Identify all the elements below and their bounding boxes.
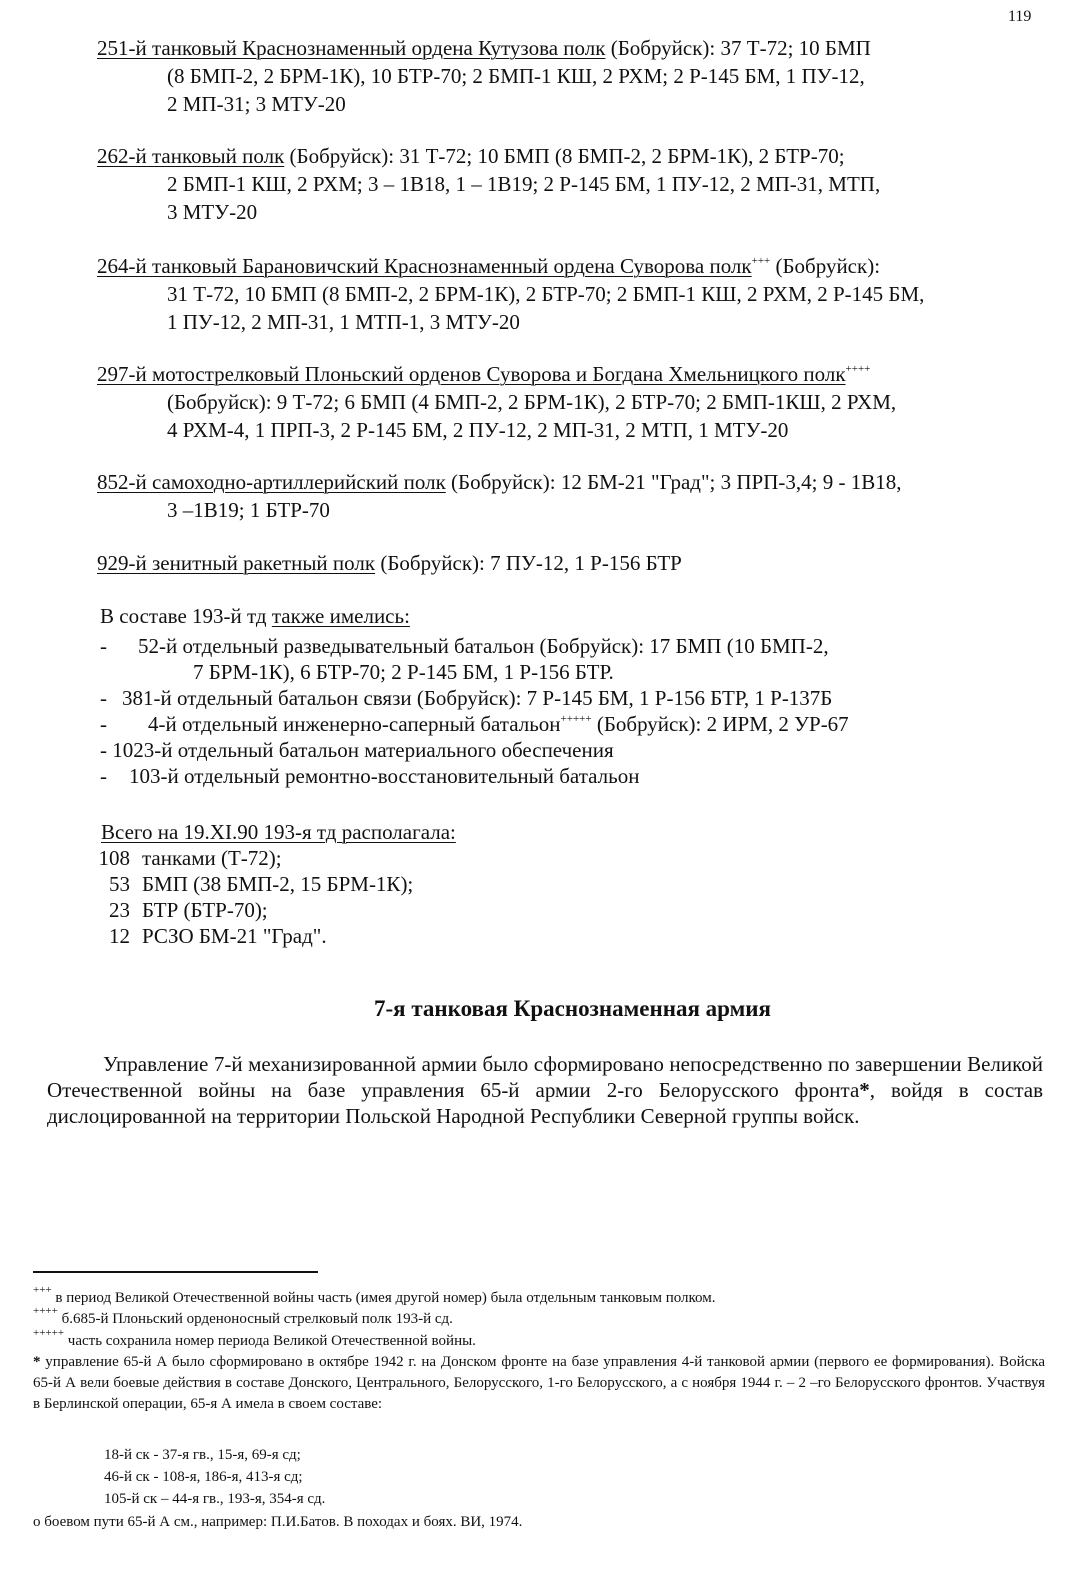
totals-row [92,896,268,924]
totals-count: 108 [98,846,130,870]
regiment-name: 929-й зенитный ракетный полк [97,551,376,575]
footnote-mark: +++ [33,1284,52,1296]
footnote-mark: ++++ [33,1305,58,1317]
footnote [33,1284,716,1309]
regiment-name: 852-й самоходно-артиллерийский полк [97,470,446,494]
list-item-continued: 7 БРМ-1К), 6 БТР-70; 2 Р-145 БМ, 1 Р-156 БТР. [193,660,614,684]
page-number: 119 [1008,8,1032,25]
regiment-entry [97,252,880,280]
regiment-details-line: 1 ПУ-12, 2 МП-31, 1 МТП-1, 3 МТУ-20 [167,310,520,334]
footnote-text: управление 65-й А было сформировано в октябре 1942 г. на Донском фронте на базе управления 4-й танковой армии (первого ее формирования). Войска 65-й А вели боевые действия в составе Донского, Центрального, Белорусского, 1-го Белорусского, а с ноября 1944 г. – 2 –го Белорусского фронтов. Участвуя в Берлинской операции, 65-я А имела в своем составе: [33,1354,1045,1412]
regiment-name: 264-й танковый Барановичский Краснознаменный ордена Суворова полк [97,254,752,278]
regiment-name: 297-й мотострелковый Плоньский орденов Суворова и Богдана Хмельницкого полк [97,362,846,386]
list-item: - 1023-й отдельный батальон материального обеспечения [100,738,614,762]
regiment-name: 262-й танковый полк [97,144,285,168]
regiment-entry [97,34,871,62]
footnote-text: часть сохранила номер периода Великой Отечественной войны. [64,1333,476,1349]
totals-row [92,922,327,950]
regiment-details-line: 3 –1В19; 1 БТР-70 [167,498,330,522]
footnote-text: в период Великой Отечественной войны часть (имея другой номер) была отдельным танковым полком. [51,1290,716,1306]
corps-line: 46-й ск - 108-я, 186-я, 413-я сд; [104,1469,303,1485]
regiment-details: (Бобруйск): 12 БМ-21 "Град"; 3 ПРП-3,4; 9 - 1В18, [445,470,902,494]
regiment-details-line: 3 МТУ-20 [167,200,258,224]
list-item: 52-й отдельный разведывательный батальон (Бобруйск): 17 БМП (10 БМП-2, [138,634,829,658]
regiment-details-line: (8 БМП-2, 2 БРМ-1К), 10 БТР-70; 2 БМП-1 КШ, 2 РХМ; 2 Р-145 БМ, 1 ПУ-12, [167,64,865,88]
regiment-details: (Бобруйск): 37 Т-72; 10 БМП [605,36,871,60]
regiment-details-line: 2 БМП-1 КШ, 2 РХМ; 3 – 1В18, 1 – 1В19; 2 Р-145 БМ, 1 ПУ-12, 2 МП-31, МТП, [167,172,881,196]
regiment-details: (Бобруйск): [770,254,881,278]
list-dash: - [100,712,107,736]
list-item [148,710,849,738]
regiment-entry [97,549,682,577]
totals-count: 12 [109,924,130,948]
body-text: Управление 7-й механизированной армии было сформировано непосредственно по завершении Великой Отечественной войны на базе управления 65-й армии 2-го Белорусского фронта [47,1052,1043,1102]
footnote [33,1305,453,1330]
footnote-mark: * [33,1354,41,1370]
list-item: 381-й отдельный батальон связи (Бобруйск): 7 Р-145 БМ, 1 Р-156 БТР, 1 Р-137Б [122,686,833,710]
footnote-mark: +++ [751,255,771,267]
footnote-text: б.685-й Плоньский орденоносный стрелковый полк 193-й сд. [57,1311,453,1327]
list-item: 103-й отдельный ремонтно-восстановительный батальон [129,764,640,788]
totals-title: Всего на 19.XI.90 193-я тд располагала: [101,820,456,844]
totals-count: 23 [109,898,130,922]
regiment-details-line: 2 МП-31; 3 МТУ-20 [167,92,346,116]
footnote [33,1327,476,1352]
star-footnote [33,1352,1045,1415]
totals-label: танками (Т-72); [142,846,282,870]
totals-label: БТР (БТР-70); [142,898,268,922]
list-item-text: 4-й отдельный инженерно-саперный батальон [148,712,561,736]
also-intro-underlined: также имелись: [271,604,410,628]
list-item-text: (Бобруйск): 2 ИРМ, 2 УР-67 [591,712,849,736]
totals-row [92,870,413,898]
list-dash: - [100,686,107,710]
body-text: , войдя в состав дислоцированной на территории Польской Народной Республики Северной группы войск. [47,1078,1043,1128]
regiment-details: (Бобруйск): 31 Т-72; 10 БМП (8 БМП-2, 2 БРМ-1К), 2 БТР-70; [284,144,845,168]
regiment-details-line: 31 Т-72, 10 БМП (8 БМП-2, 2 БРМ-1К), 2 БТР-70; 2 БМП-1 КШ, 2 РХМ, 2 Р-145 БМ, [167,282,925,306]
footnote-mark: +++++ [33,1327,65,1339]
regiment-entry [97,468,901,496]
regiment-name: 251-й танковый Краснознаменный ордена Кутузова полк [97,36,606,60]
also-intro-prefix: В составе 193-й тд [100,604,272,628]
footnote-mark: +++++ [560,713,592,725]
regiment-details: (Бобруйск): 7 ПУ-12, 1 Р-156 БТР [375,551,682,575]
footnote-separator [33,1271,318,1273]
section-heading: 7-я танковая Краснознаменная армия [374,996,771,1021]
list-dash: - [100,764,107,788]
list-dash: - [100,634,107,658]
totals-label: РСЗО БМ-21 "Град". [142,924,327,948]
corps-line: 105-й ск – 44-я гв., 193-я, 354-я сд. [104,1491,326,1507]
regiment-entry [97,360,870,388]
footnote-reference: о боевом пути 65-й А см., например: П.И.Батов. В походах и боях. ВИ, 1974. [33,1514,523,1530]
also-intro [100,602,410,630]
totals-row [92,844,282,872]
regiment-entry [97,142,845,170]
footnote-mark: * [859,1078,870,1102]
totals-label: БМП (38 БМП-2, 15 БРМ-1К); [142,872,414,896]
footnote-mark: ++++ [845,363,871,375]
corps-line: 18-й ск - 37-я гв., 15-я, 69-я сд; [104,1447,301,1463]
regiment-details-line: (Бобруйск): 9 Т-72; 6 БМП (4 БМП-2, 2 БРМ-1К), 2 БТР-70; 2 БМП-1КШ, 2 РХМ, [167,390,897,414]
regiment-details-line: 4 РХМ-4, 1 ПРП-3, 2 Р-145 БМ, 2 ПУ-12, 2 МП-31, 2 МТП, 1 МТУ-20 [167,418,789,442]
totals-count: 53 [109,872,130,896]
body-paragraph [47,1051,1043,1129]
